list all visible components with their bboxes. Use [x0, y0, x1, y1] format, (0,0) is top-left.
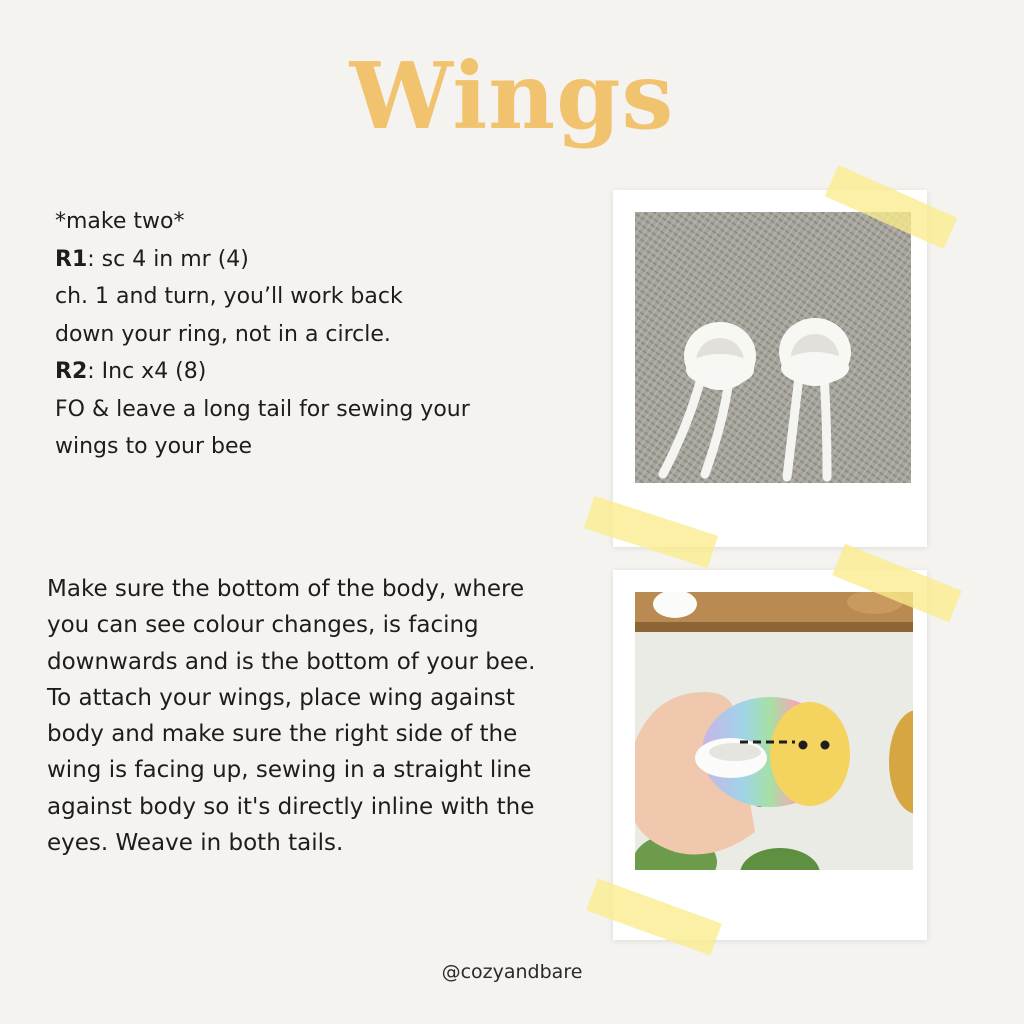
pattern-line-4: down your ring, not in a circle.: [55, 321, 391, 347]
round-2-label: R2: [55, 359, 88, 384]
instruction-line: wing is facing up, sewing in a straight line: [47, 757, 532, 784]
page-title: Wings: [349, 42, 675, 150]
polaroid-bee: [613, 570, 927, 940]
instruction-line: against body so it's directly inline with the: [47, 793, 535, 820]
pattern-round-1: [55, 241, 555, 279]
footer-handle: @cozyandbare: [441, 961, 583, 983]
pattern-line-7: wings to your bee: [55, 434, 253, 459]
instruction-line: you can see colour changes, is facing: [47, 612, 479, 639]
instruction-line: body and make sure the right side of the: [47, 721, 518, 748]
assembly-instructions: [47, 571, 587, 861]
round-1-text: : sc 4 in mr (4): [87, 246, 249, 272]
instruction-line: Make sure the bottom of the body, where: [47, 576, 525, 602]
polaroid-wings: [613, 190, 927, 547]
instruction-line: eyes. Weave in both tails.: [47, 830, 344, 857]
wings-photo: [635, 212, 911, 483]
pattern-line-3: ch. 1 and turn, you’ll work back: [55, 284, 403, 309]
round-2-text: : Inc x4 (8): [87, 359, 207, 384]
pattern-instructions: [55, 203, 555, 466]
bee-photo: [635, 592, 913, 870]
instruction-line: downwards and is the bottom of your bee.: [47, 648, 536, 675]
pattern-round-2: [55, 353, 555, 391]
pattern-line-6: FO & leave a long tail for sewing your: [55, 396, 470, 422]
instruction-line: To attach your wings, place wing against: [47, 684, 515, 711]
pattern-note: *make two*: [55, 209, 185, 234]
round-1-label: R1: [55, 246, 88, 272]
